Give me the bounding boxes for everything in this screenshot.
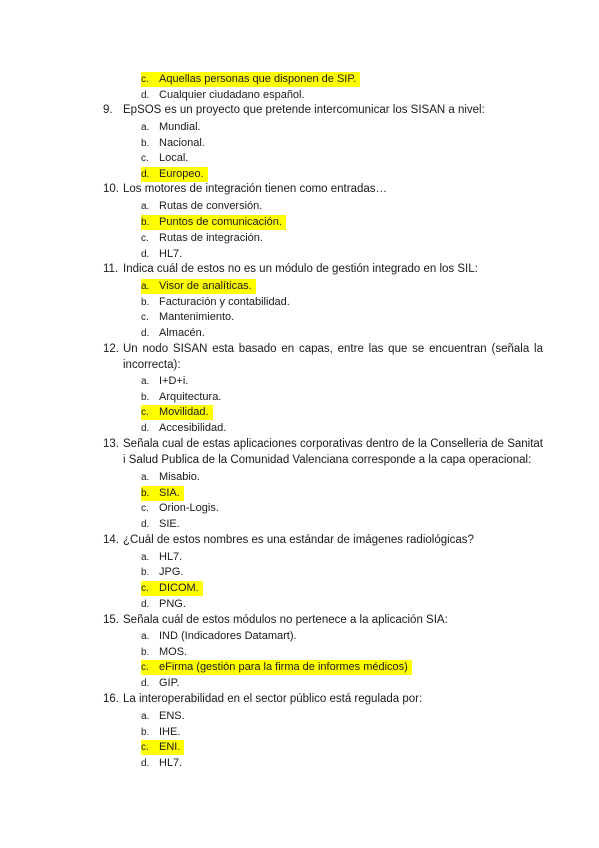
question-text: EpSOS es un proyecto que pretende intercomunicar los SISAN a nivel: — [123, 104, 485, 116]
question — [103, 533, 543, 549]
question-number: 12. — [103, 343, 119, 355]
option-letter: c. — [141, 74, 149, 85]
answer-option — [141, 676, 182, 691]
option-text: Orion-Logis. — [159, 502, 219, 514]
option-letter: d. — [141, 328, 150, 339]
option-letter: a. — [141, 376, 150, 387]
answer-option — [141, 247, 184, 262]
question — [103, 103, 543, 119]
answer-option — [141, 597, 188, 612]
answer-option-highlighted — [141, 215, 286, 230]
option-text: PNG. — [159, 598, 186, 610]
answer-option-highlighted — [141, 486, 184, 501]
option-text: SIA. — [159, 487, 180, 499]
option-letter: a. — [141, 552, 150, 563]
option-text: ENI. — [159, 741, 181, 753]
option-letter: c. — [141, 407, 149, 418]
option-text: SIE. — [159, 518, 180, 530]
option-text: Nacional. — [159, 137, 205, 149]
option-letter: b. — [141, 138, 150, 149]
option-text: Accesibilidad. — [159, 422, 227, 434]
option-letter: a. — [141, 201, 150, 212]
question — [103, 342, 543, 373]
option-letter: b. — [141, 297, 150, 308]
option-letter: a. — [141, 122, 150, 133]
option-text: Cualquier ciudadano español. — [159, 89, 305, 101]
answer-option — [141, 756, 184, 771]
answer-option — [141, 725, 182, 740]
answer-option — [141, 517, 182, 532]
option-text: Local. — [159, 152, 189, 164]
answer-option — [141, 374, 190, 389]
option-text: Visor de analíticas. — [159, 280, 252, 292]
question-number: 11. — [103, 263, 119, 275]
option-text: Puntos de comunicación. — [159, 216, 282, 228]
option-letter: d. — [141, 423, 150, 434]
answer-option — [141, 120, 203, 135]
option-text: HL7. — [159, 248, 183, 260]
option-letter: c. — [141, 312, 149, 323]
option-letter: c. — [141, 503, 149, 514]
option-text: Europeo. — [159, 168, 204, 180]
answer-option — [141, 136, 207, 151]
option-text: Movilidad. — [159, 406, 209, 418]
answer-option — [141, 310, 236, 325]
answer-option — [141, 199, 264, 214]
option-text: ENS. — [159, 710, 185, 722]
option-letter: c. — [141, 583, 149, 594]
question — [103, 262, 543, 278]
option-text: IND (Indicadores Datamart). — [159, 630, 297, 642]
answer-option-highlighted — [141, 72, 360, 87]
answer-option-highlighted — [141, 405, 213, 420]
option-letter: b. — [141, 217, 150, 228]
question-text: Un nodo SISAN esta basado en capas, entre las que se encuentran (señala la incorrecta): — [123, 343, 543, 371]
question-text: Los motores de integración tienen como entradas… — [123, 183, 388, 195]
option-letter: a. — [141, 631, 150, 642]
answer-option — [141, 565, 185, 580]
question-text: ¿Cuál de estos nombres es una estándar de imágenes radiológicas? — [123, 534, 474, 546]
option-letter: a. — [141, 281, 150, 292]
question-number: 16. — [103, 693, 119, 705]
answer-option — [141, 629, 299, 644]
question-number: 10. — [103, 183, 119, 195]
answer-option-highlighted — [141, 740, 184, 755]
option-letter: b. — [141, 567, 150, 578]
option-text: MOS. — [159, 646, 188, 658]
option-letter: a. — [141, 472, 150, 483]
answer-option — [141, 88, 307, 103]
option-letter: d. — [141, 249, 150, 260]
option-letter: c. — [141, 662, 149, 673]
option-letter: d. — [141, 758, 150, 769]
option-letter: b. — [141, 727, 150, 738]
option-letter: d. — [141, 678, 150, 689]
option-text: GIP. — [159, 677, 180, 689]
option-text: Rutas de conversión. — [159, 200, 263, 212]
question — [103, 437, 543, 468]
option-letter: c. — [141, 153, 149, 164]
answer-option — [141, 421, 228, 436]
question-number: 15. — [103, 614, 119, 626]
question-text: Señala cuál de estos módulos no pertenece a la aplicación SIA: — [123, 614, 448, 626]
option-letter: d. — [141, 90, 150, 101]
option-text: Arquitectura. — [159, 391, 222, 403]
option-letter: d. — [141, 169, 150, 180]
option-text: IHE. — [159, 726, 181, 738]
answer-option-highlighted — [141, 279, 256, 294]
answer-option-highlighted — [141, 660, 412, 675]
answer-option — [141, 151, 190, 166]
question-number: 9. — [103, 104, 113, 116]
answer-option — [141, 295, 292, 310]
option-text: Almacén. — [159, 327, 205, 339]
option-letter: b. — [141, 392, 150, 403]
option-letter: d. — [141, 599, 150, 610]
option-text: JPG. — [159, 566, 184, 578]
question-number: 13. — [103, 438, 119, 450]
option-text: Misabio. — [159, 471, 200, 483]
answer-option — [141, 231, 265, 246]
question-number: 14. — [103, 534, 119, 546]
option-letter: d. — [141, 519, 150, 530]
answer-option — [141, 709, 187, 724]
option-letter: b. — [141, 488, 150, 499]
option-text: Mantenimiento. — [159, 311, 235, 323]
question — [103, 613, 543, 629]
answer-option — [141, 501, 221, 516]
option-text: Rutas de integración. — [159, 232, 263, 244]
option-text: DICOM. — [159, 582, 199, 594]
option-text: Facturación y contabilidad. — [159, 296, 290, 308]
option-text: Mundial. — [159, 121, 201, 133]
option-text: eFirma (gestión para la firma de informes médicos) — [159, 661, 408, 673]
question-text: Señala cual de estas aplicaciones corporativas dentro de la Conselleria de Sanitat i Salud Publica de la Comunidad Valenciana corresponde a la capa operacional: — [123, 438, 543, 466]
answer-option — [141, 326, 207, 341]
option-text: HL7. — [159, 757, 183, 769]
answer-option — [141, 645, 189, 660]
answer-option-highlighted — [141, 167, 208, 182]
question — [103, 692, 543, 708]
question — [103, 182, 543, 198]
question-text: Indica cuál de estos no es un módulo de gestión integrado en los SIL: — [123, 263, 478, 275]
option-letter: a. — [141, 711, 150, 722]
answer-option-highlighted — [141, 581, 203, 596]
option-letter: b. — [141, 647, 150, 658]
answer-option — [141, 470, 202, 485]
option-letter: c. — [141, 742, 149, 753]
question-text: La interoperabilidad en el sector público está regulada por: — [123, 693, 423, 705]
answer-option — [141, 390, 223, 405]
answer-option — [141, 550, 184, 565]
option-letter: c. — [141, 233, 149, 244]
option-text: Aquellas personas que disponen de SIP. — [159, 73, 357, 85]
option-text: I+D+i. — [159, 375, 189, 387]
option-text: HL7. — [159, 551, 183, 563]
